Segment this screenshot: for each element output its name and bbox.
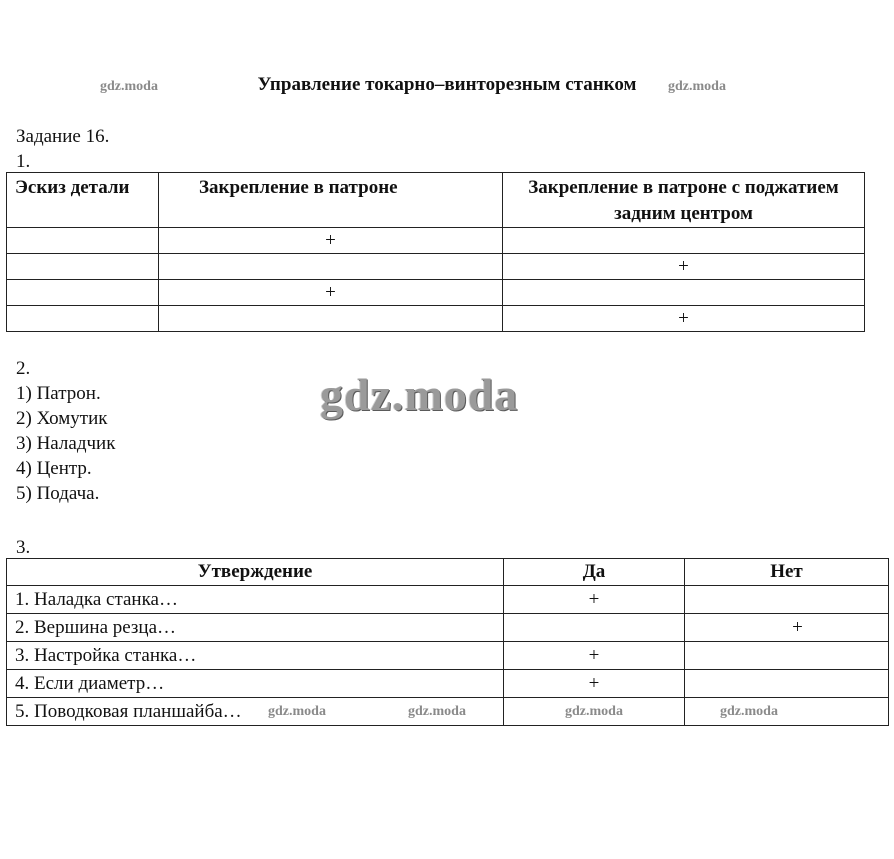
table-row bbox=[7, 614, 889, 642]
section-number: 1. bbox=[16, 151, 31, 172]
fixing-table bbox=[6, 172, 865, 332]
table-cell bbox=[504, 614, 685, 642]
table-cell: 5. Поводковая планшайба… bbox=[7, 698, 504, 726]
section-number: 3. bbox=[16, 537, 31, 558]
task-label: Задание 16. bbox=[16, 126, 110, 147]
table-cell: 4. Если диаметр… bbox=[7, 670, 504, 698]
answer-list bbox=[16, 381, 115, 506]
table-cell bbox=[159, 306, 503, 332]
column-header: Закрепление в патроне bbox=[159, 173, 503, 228]
table-row bbox=[7, 670, 889, 698]
table-row bbox=[7, 306, 865, 332]
table-header-row bbox=[7, 559, 889, 586]
table-cell: + bbox=[685, 614, 889, 642]
table-cell: + bbox=[504, 586, 685, 614]
table-row bbox=[7, 254, 865, 280]
watermark: gdz.moda bbox=[100, 79, 158, 94]
section-number: 2. bbox=[16, 358, 31, 379]
column-header: Закрепление в патроне с поджатием задним центром bbox=[503, 173, 865, 228]
table-cell: + bbox=[504, 642, 685, 670]
table-cell: + bbox=[159, 228, 503, 254]
column-header: Да bbox=[504, 559, 685, 586]
table-cell: + bbox=[159, 280, 503, 306]
table-cell: + bbox=[504, 670, 685, 698]
list-item: 2) Хомутик bbox=[16, 408, 108, 429]
table-cell bbox=[503, 228, 865, 254]
table-row bbox=[7, 228, 865, 254]
table-cell bbox=[7, 228, 159, 254]
table-cell: + bbox=[503, 306, 865, 332]
watermark: gdz.moda bbox=[320, 369, 519, 420]
column-header: Утверждение bbox=[7, 559, 504, 586]
table-cell bbox=[159, 254, 503, 280]
watermark: gdz.moda bbox=[268, 704, 326, 719]
table-cell bbox=[685, 698, 889, 726]
page-title: Управление токарно–винторезным станком bbox=[257, 74, 637, 95]
table-cell bbox=[685, 670, 889, 698]
table-cell bbox=[685, 642, 889, 670]
table-row bbox=[7, 586, 889, 614]
table-header-row bbox=[7, 173, 865, 228]
list-item: 4) Центр. bbox=[16, 458, 92, 479]
list-item: 5) Подача. bbox=[16, 483, 100, 504]
table-row bbox=[7, 642, 889, 670]
watermark: gdz.moda bbox=[408, 704, 466, 719]
statements-table bbox=[6, 558, 889, 726]
table-cell bbox=[503, 280, 865, 306]
watermark: gdz.moda bbox=[720, 704, 778, 719]
table-cell bbox=[7, 254, 159, 280]
table-cell: 2. Вершина резца… bbox=[7, 614, 504, 642]
column-header: Нет bbox=[685, 559, 889, 586]
table-cell bbox=[7, 280, 159, 306]
table-cell bbox=[685, 586, 889, 614]
watermark: gdz.moda bbox=[668, 79, 726, 94]
table-cell: + bbox=[503, 254, 865, 280]
list-item: 3) Наладчик bbox=[16, 433, 116, 454]
table-cell: 3. Настройка станка… bbox=[7, 642, 504, 670]
table-cell bbox=[7, 306, 159, 332]
table-cell: 1. Наладка станка… bbox=[7, 586, 504, 614]
table-row bbox=[7, 280, 865, 306]
column-header: Эскиз детали bbox=[7, 173, 159, 228]
list-item: 1) Патрон. bbox=[16, 383, 101, 404]
watermark: gdz.moda bbox=[565, 704, 623, 719]
